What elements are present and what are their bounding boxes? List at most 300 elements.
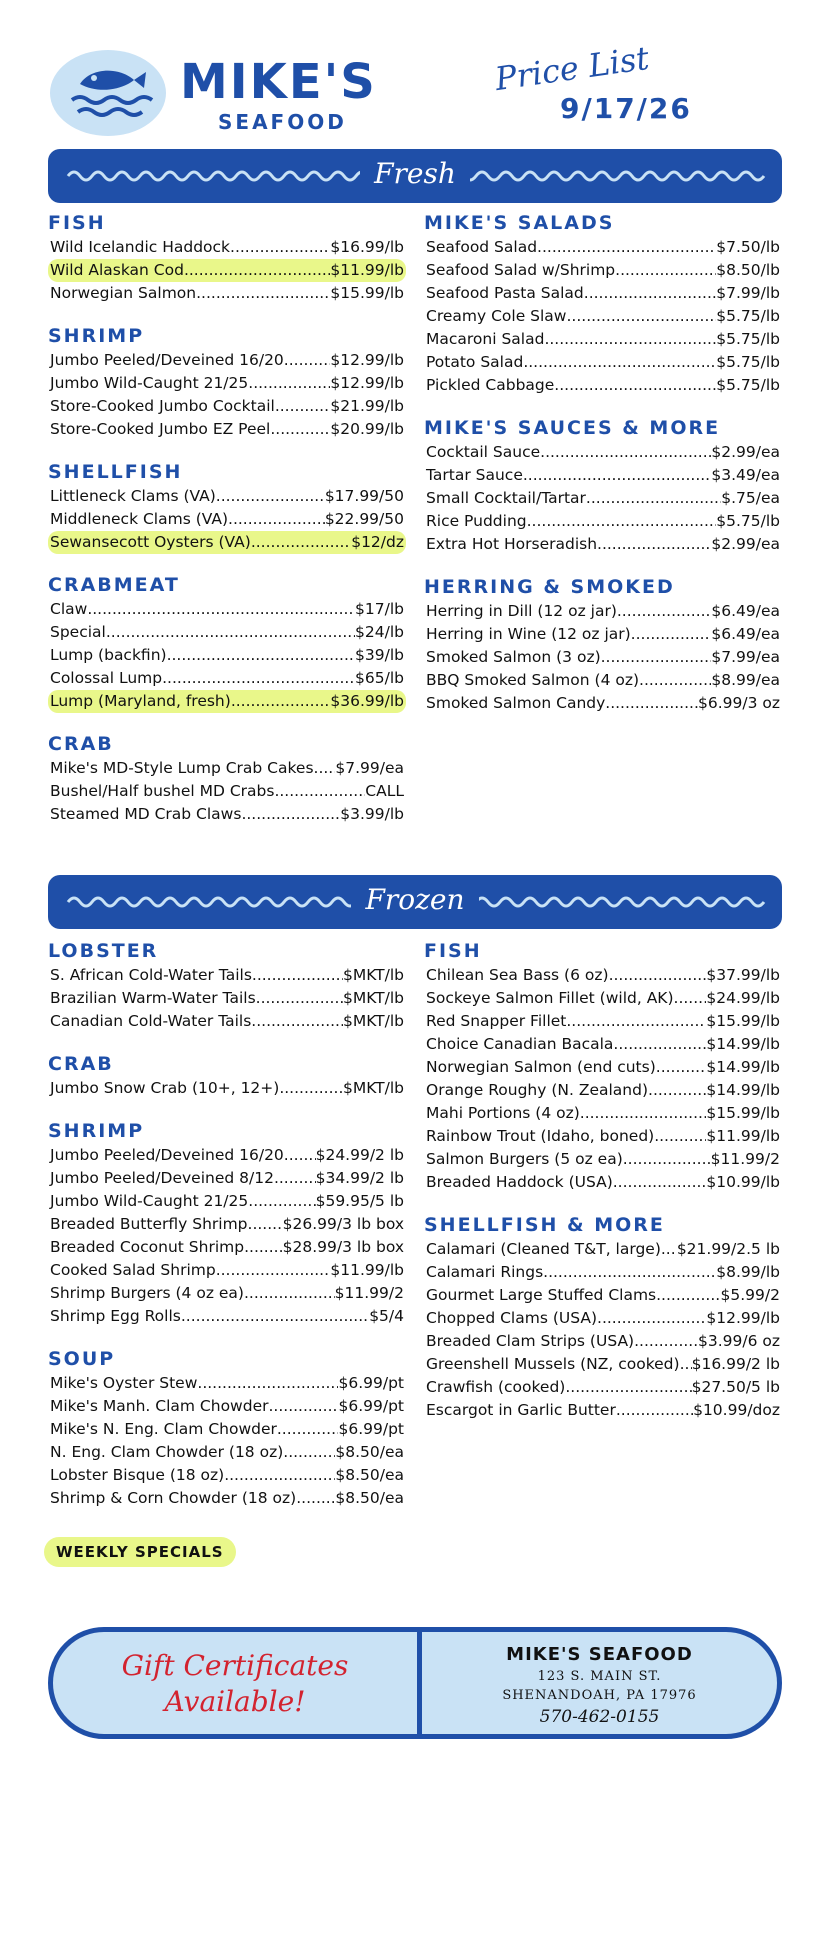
leader-dots: [244, 1236, 283, 1259]
item-name: Smoked Salmon (3 oz): [426, 648, 601, 666]
menu-item: [424, 669, 782, 692]
gift-certificates-text: [53, 1648, 417, 1720]
item-price: $16.99/2 lb: [691, 1355, 780, 1373]
logo: [50, 50, 410, 140]
section-title: SHRIMP: [48, 1120, 145, 1142]
menu-item: [48, 372, 406, 395]
menu-item: [48, 964, 406, 987]
leader-dots: [597, 1307, 706, 1330]
menu-item: [424, 259, 782, 282]
menu-item: [424, 441, 782, 464]
item-price: $8.50/ea: [335, 1466, 404, 1484]
leader-dots: [279, 1077, 343, 1100]
item-name: Crawfish (cooked): [426, 1378, 566, 1396]
item-name: Jumbo Wild-Caught 21/25: [50, 1192, 249, 1210]
menu-item: [424, 1171, 782, 1194]
item-name: Orange Roughy (N. Zealand): [426, 1081, 649, 1099]
item-price: $34.99/2 lb: [315, 1169, 404, 1187]
item-price: $7.99/lb: [716, 284, 780, 302]
item-price: $8.99/lb: [716, 1263, 780, 1281]
leader-dots: [601, 646, 712, 669]
item-price: $12.99/lb: [330, 374, 404, 392]
menu-item: [424, 1238, 782, 1261]
leader-dots: [231, 690, 331, 713]
leader-dots: [197, 1372, 338, 1395]
leader-dots: [661, 1238, 677, 1261]
footer-banner: [48, 1627, 782, 1739]
leader-dots: [248, 1213, 283, 1236]
menu-item: [424, 328, 782, 351]
item-price: $5.75/lb: [716, 512, 780, 530]
menu-item: [424, 1102, 782, 1125]
item-name: Seafood Salad: [426, 238, 538, 256]
item-name: Breaded Clam Strips (USA): [426, 1332, 635, 1350]
menu-item: [48, 236, 406, 259]
leader-dots: [631, 623, 712, 646]
item-price: $7.99/ea: [711, 648, 780, 666]
item-price: $11.99/lb: [706, 1127, 780, 1145]
leader-dots: [87, 598, 355, 621]
leader-dots: [527, 510, 717, 533]
frozen-left-column: [48, 940, 406, 1510]
item-price: $65/lb: [355, 669, 404, 687]
item-price: $10.99/lb: [706, 1173, 780, 1191]
leader-dots: [248, 372, 330, 395]
menu-item: [48, 1487, 406, 1510]
item-price: $24.99/2 lb: [315, 1146, 404, 1164]
leader-dots: [106, 621, 355, 644]
leader-dots: [162, 667, 355, 690]
menu-item: [424, 1033, 782, 1056]
leader-dots: [540, 441, 711, 464]
item-name: Macaroni Salad: [426, 330, 545, 348]
menu-item: [48, 1259, 406, 1282]
item-price: $17.99/50: [324, 487, 404, 505]
item-price: $6.99/pt: [338, 1374, 404, 1392]
gift-line-1: Gift Certificates: [121, 1649, 349, 1682]
menu-item: [48, 667, 406, 690]
fresh-right-column: [424, 212, 782, 715]
leader-dots: [251, 531, 351, 554]
item-price: $6.99/3 oz: [697, 694, 780, 712]
item-name: Escargot in Garlic Butter: [426, 1401, 616, 1419]
item-price: $11.99/2: [334, 1284, 404, 1302]
leader-dots: [597, 533, 711, 556]
brand-name: MIKE'S: [180, 54, 377, 110]
item-name: Jumbo Snow Crab (10+, 12+): [50, 1079, 280, 1097]
menu-item: [424, 1010, 782, 1033]
item-name: Breaded Haddock (USA): [426, 1173, 613, 1191]
leader-dots: [181, 1305, 369, 1328]
item-price: $14.99/lb: [706, 1081, 780, 1099]
menu-item: [48, 349, 406, 372]
menu-item: [48, 598, 406, 621]
menu-item: [424, 305, 782, 328]
section-title: FISH: [48, 212, 106, 234]
item-name: Small Cocktail/Tartar: [426, 489, 586, 507]
item-name: N. Eng. Clam Chowder (18 oz): [50, 1443, 284, 1461]
leader-dots: [537, 236, 716, 259]
item-price: $MKT/lb: [342, 966, 404, 984]
menu-item: [48, 1144, 406, 1167]
item-name: Lobster Bisque (18 oz): [50, 1466, 225, 1484]
leader-dots: [566, 305, 716, 328]
item-name: Middleneck Clams (VA): [50, 510, 229, 528]
leader-dots: [252, 964, 343, 987]
item-price: $20.99/lb: [330, 420, 404, 438]
item-price: $5.99/2: [720, 1286, 780, 1304]
item-name: Wild Alaskan Cod: [50, 261, 184, 279]
menu-item: [424, 1307, 782, 1330]
leader-dots: [274, 1167, 316, 1190]
item-price: $11.99/lb: [330, 1261, 404, 1279]
section-title: MIKE'S SALADS: [424, 212, 615, 234]
menu-item: [48, 1010, 406, 1033]
menu-item: [48, 259, 406, 282]
section-title: LOBSTER: [48, 940, 159, 962]
leader-dots: [256, 987, 343, 1010]
leader-dots: [216, 485, 325, 508]
leader-dots: [270, 418, 330, 441]
item-name: Chilean Sea Bass (6 oz): [426, 966, 609, 984]
item-name: Mike's Manh. Clam Chowder: [50, 1397, 269, 1415]
leader-dots: [654, 1125, 706, 1148]
item-price: $15.99/lb: [330, 284, 404, 302]
item-price: $17/lb: [355, 600, 404, 618]
menu-item: [48, 485, 406, 508]
item-price: $MKT/lb: [342, 989, 404, 1007]
item-price: $21.99/2.5 lb: [676, 1240, 780, 1258]
section-title: SOUP: [48, 1348, 116, 1370]
leader-dots: [283, 1441, 335, 1464]
item-name: Littleneck Clams (VA): [50, 487, 216, 505]
item-price: $37.99/lb: [706, 966, 780, 984]
item-name: Tartar Sauce: [426, 466, 523, 484]
item-name: Norwegian Salmon: [50, 284, 197, 302]
frozen-title: Frozen: [351, 883, 478, 916]
fresh-left-column: [48, 212, 406, 826]
item-price: $6.99/pt: [338, 1397, 404, 1415]
menu-item: [48, 1395, 406, 1418]
menu-item: [424, 487, 782, 510]
item-name: Rice Pudding: [426, 512, 527, 530]
item-name: Mike's MD-Style Lump Crab Cakes: [50, 759, 314, 777]
item-name: Claw: [50, 600, 88, 618]
menu-item: [48, 1236, 406, 1259]
item-name: Calamari Rings: [426, 1263, 544, 1281]
menu-item: [48, 1190, 406, 1213]
menu-item: [48, 690, 406, 713]
item-name: Wild Icelandic Haddock: [50, 238, 231, 256]
address-line-2: SHENANDOAH, PA 17976: [502, 1688, 697, 1703]
menu-item: [424, 600, 782, 623]
menu-item: [48, 418, 406, 441]
item-price: $11.99/2: [710, 1150, 780, 1168]
item-price: $10.99/doz: [693, 1401, 780, 1419]
phone-number[interactable]: 570-462-0155: [539, 1707, 660, 1727]
menu-item: [48, 395, 406, 418]
item-name: Sewansecott Oysters (VA): [50, 533, 251, 551]
item-name: Red Snapper Fillet: [426, 1012, 567, 1030]
item-name: Store-Cooked Jumbo EZ Peel: [50, 420, 271, 438]
item-price: $5/4: [369, 1307, 404, 1325]
item-price: $14.99/lb: [706, 1035, 780, 1053]
item-name: Jumbo Peeled/Deveined 16/20: [50, 1146, 284, 1164]
item-name: Canadian Cold-Water Tails: [50, 1012, 252, 1030]
item-price: $6.49/ea: [711, 625, 780, 643]
menu-item: [48, 508, 406, 531]
item-name: Gourmet Large Stuffed Clams: [426, 1286, 657, 1304]
item-name: Mahi Portions (4 oz): [426, 1104, 580, 1122]
menu-item: [48, 1464, 406, 1487]
menu-item: [48, 1077, 406, 1100]
item-name: Brazilian Warm-Water Tails: [50, 989, 256, 1007]
item-price: $12.99/lb: [330, 351, 404, 369]
leader-dots: [248, 1190, 315, 1213]
menu-item: [424, 1376, 782, 1399]
menu-item: [48, 987, 406, 1010]
item-price: $39/lb: [355, 646, 404, 664]
item-name: Potato Salad: [426, 353, 524, 371]
item-name: Calamari (Cleaned T&T, large): [426, 1240, 661, 1258]
fresh-title: Fresh: [360, 157, 470, 190]
item-price: $2.99/ea: [711, 535, 780, 553]
item-name: Smoked Salmon Candy: [426, 694, 606, 712]
item-price: $3.49/ea: [711, 466, 780, 484]
section-title: FISH: [424, 940, 482, 962]
leader-dots: [648, 1079, 706, 1102]
item-price: $8.50/ea: [335, 1443, 404, 1461]
item-price: $7.50/lb: [716, 238, 780, 256]
item-price: $.75/ea: [721, 489, 780, 507]
item-name: Salmon Burgers (5 oz ea): [426, 1150, 623, 1168]
store-name: MIKE'S SEAFOOD: [506, 1644, 693, 1665]
item-name: Bushel/Half bushel MD Crabs: [50, 782, 275, 800]
fresh-banner: [48, 149, 782, 203]
item-name: Herring in Dill (12 oz jar): [426, 602, 617, 620]
leader-dots: [184, 259, 330, 282]
leader-dots: [605, 692, 698, 715]
menu-item: [48, 1372, 406, 1395]
item-name: Greenshell Mussels (NZ, cooked): [426, 1355, 680, 1373]
leader-dots: [251, 1010, 343, 1033]
leader-dots: [544, 328, 716, 351]
leader-dots: [523, 464, 711, 487]
address-line-1: 123 S. MAIN ST.: [537, 1669, 662, 1684]
menu-item: [424, 1399, 782, 1422]
section-title: CRAB: [48, 1053, 114, 1075]
item-price: $26.99/3 lb box: [282, 1215, 404, 1233]
menu-item: [48, 1418, 406, 1441]
section-title: SHRIMP: [48, 325, 145, 347]
item-name: Chopped Clams (USA): [426, 1309, 598, 1327]
item-name: Steamed MD Crab Claws: [50, 805, 242, 823]
item-name: Pickled Cabbage: [426, 376, 555, 394]
item-price: $24.99/lb: [706, 989, 780, 1007]
leader-dots: [613, 1033, 706, 1056]
menu-item: [424, 1330, 782, 1353]
leader-dots: [609, 964, 707, 987]
menu-item: [48, 780, 406, 803]
menu-item: [424, 1056, 782, 1079]
section-title: MIKE'S SAUCES & MORE: [424, 417, 721, 439]
leader-dots: [623, 1148, 711, 1171]
leader-dots: [580, 1102, 707, 1125]
leader-dots: [230, 236, 330, 259]
leader-dots: [296, 1487, 335, 1510]
leader-dots: [554, 374, 716, 397]
item-name: BBQ Smoked Salmon (4 oz): [426, 671, 640, 689]
item-name: Shrimp Egg Rolls: [50, 1307, 181, 1325]
menu-item: [48, 644, 406, 667]
item-price: $MKT/lb: [342, 1079, 404, 1097]
leader-dots: [244, 1282, 335, 1305]
leader-dots: [167, 644, 355, 667]
leader-dots: [617, 600, 711, 623]
store-address: [422, 1644, 777, 1727]
item-name: Breaded Butterfly Shrimp: [50, 1215, 248, 1233]
item-name: Store-Cooked Jumbo Cocktail: [50, 397, 275, 415]
item-name: Jumbo Peeled/Deveined 16/20: [50, 351, 284, 369]
menu-item: [48, 757, 406, 780]
item-price: $3.99/lb: [340, 805, 404, 823]
item-name: S. African Cold-Water Tails: [50, 966, 252, 984]
menu-item: [48, 803, 406, 826]
item-price: CALL: [365, 782, 404, 800]
leader-dots: [275, 395, 331, 418]
leader-dots: [674, 987, 707, 1010]
item-price: $28.99/3 lb box: [282, 1238, 404, 1256]
menu-item: [424, 533, 782, 556]
item-name: Colossal Lump: [50, 669, 163, 687]
brand-subtitle: SEAFOOD: [218, 110, 347, 134]
price-list-label: Price List: [492, 38, 652, 98]
item-name: Mike's N. Eng. Clam Chowder: [50, 1420, 277, 1438]
menu-item: [48, 1441, 406, 1464]
item-price: $12/dz: [351, 533, 404, 551]
leader-dots: [523, 351, 716, 374]
leader-dots: [274, 780, 365, 803]
leader-dots: [224, 1464, 335, 1487]
leader-dots: [616, 1399, 693, 1422]
item-price: $11.99/lb: [330, 261, 404, 279]
menu-item: [48, 621, 406, 644]
item-price: $36.99/lb: [330, 692, 404, 710]
leader-dots: [277, 1418, 339, 1441]
leader-dots: [634, 1330, 698, 1353]
leader-dots: [241, 803, 340, 826]
menu-item: [424, 374, 782, 397]
menu-item: [424, 1079, 782, 1102]
frozen-right-column: [424, 940, 782, 1422]
item-name: Jumbo Wild-Caught 21/25: [50, 374, 249, 392]
item-price: $5.75/lb: [716, 353, 780, 371]
item-name: Seafood Pasta Salad: [426, 284, 584, 302]
menu-item: [424, 1261, 782, 1284]
leader-dots: [284, 349, 331, 372]
leader-dots: [586, 487, 721, 510]
menu-item: [424, 510, 782, 533]
item-name: Cocktail Sauce: [426, 443, 541, 461]
leader-dots: [216, 1259, 331, 1282]
leader-dots: [615, 259, 716, 282]
menu-item: [48, 1305, 406, 1328]
fish-logo-icon: [50, 50, 166, 136]
item-price: $3.99/6 oz: [697, 1332, 780, 1350]
item-name: Lump (Maryland, fresh): [50, 692, 231, 710]
section-title: CRABMEAT: [48, 574, 180, 596]
item-name: Extra Hot Horseradish: [426, 535, 598, 553]
item-name: Mike's Oyster Stew: [50, 1374, 198, 1392]
menu-item: [424, 987, 782, 1010]
leader-dots: [613, 1171, 707, 1194]
item-name: Shrimp & Corn Chowder (18 oz): [50, 1489, 297, 1507]
section-title: SHELLFISH & MORE: [424, 1214, 665, 1236]
item-price: $8.50/lb: [716, 261, 780, 279]
item-price: $14.99/lb: [706, 1058, 780, 1076]
leader-dots: [680, 1353, 692, 1376]
leader-dots: [566, 1010, 706, 1033]
item-name: Special: [50, 623, 106, 641]
item-price: $21.99/lb: [330, 397, 404, 415]
item-name: Rainbow Trout (Idaho, boned): [426, 1127, 655, 1145]
leader-dots: [268, 1395, 338, 1418]
item-name: Breaded Coconut Shrimp: [50, 1238, 245, 1256]
leader-dots: [656, 1284, 720, 1307]
item-name: Choice Canadian Bacala: [426, 1035, 614, 1053]
menu-item: [424, 623, 782, 646]
item-price: $22.99/50: [324, 510, 404, 528]
item-price: $16.99/lb: [330, 238, 404, 256]
item-price: $8.99/ea: [711, 671, 780, 689]
item-price: $5.75/lb: [716, 307, 780, 325]
item-name: Jumbo Peeled/Deveined 8/12: [50, 1169, 274, 1187]
menu-item: [424, 1284, 782, 1307]
section-title: HERRING & SMOKED: [424, 576, 675, 598]
item-price: $2.99/ea: [711, 443, 780, 461]
leader-dots: [543, 1261, 716, 1284]
leader-dots: [656, 1056, 707, 1079]
gift-line-2: Available!: [164, 1685, 306, 1718]
item-price: $6.99/pt: [338, 1420, 404, 1438]
menu-item: [424, 351, 782, 374]
item-name: Sockeye Salmon Fillet (wild, AK): [426, 989, 674, 1007]
item-name: Cooked Salad Shrimp: [50, 1261, 216, 1279]
leader-dots: [639, 669, 711, 692]
item-name: Herring in Wine (12 oz jar): [426, 625, 631, 643]
item-name: Lump (backfin): [50, 646, 167, 664]
price-list-date: 9/17/26: [560, 92, 692, 125]
leader-dots: [228, 508, 325, 531]
leader-dots: [314, 757, 336, 780]
item-price: $6.49/ea: [711, 602, 780, 620]
menu-item: [48, 1213, 406, 1236]
item-price: $5.75/lb: [716, 376, 780, 394]
item-price: $12.99/lb: [706, 1309, 780, 1327]
item-price: $15.99/lb: [706, 1012, 780, 1030]
menu-item: [48, 1167, 406, 1190]
item-price: $8.50/ea: [335, 1489, 404, 1507]
menu-item: [424, 464, 782, 487]
item-price: $MKT/lb: [342, 1012, 404, 1030]
leader-dots: [584, 282, 716, 305]
leader-dots: [565, 1376, 691, 1399]
section-title: CRAB: [48, 733, 114, 755]
menu-item: [424, 236, 782, 259]
item-name: Creamy Cole Slaw: [426, 307, 567, 325]
item-price: $15.99/lb: [706, 1104, 780, 1122]
leader-dots: [284, 1144, 316, 1167]
